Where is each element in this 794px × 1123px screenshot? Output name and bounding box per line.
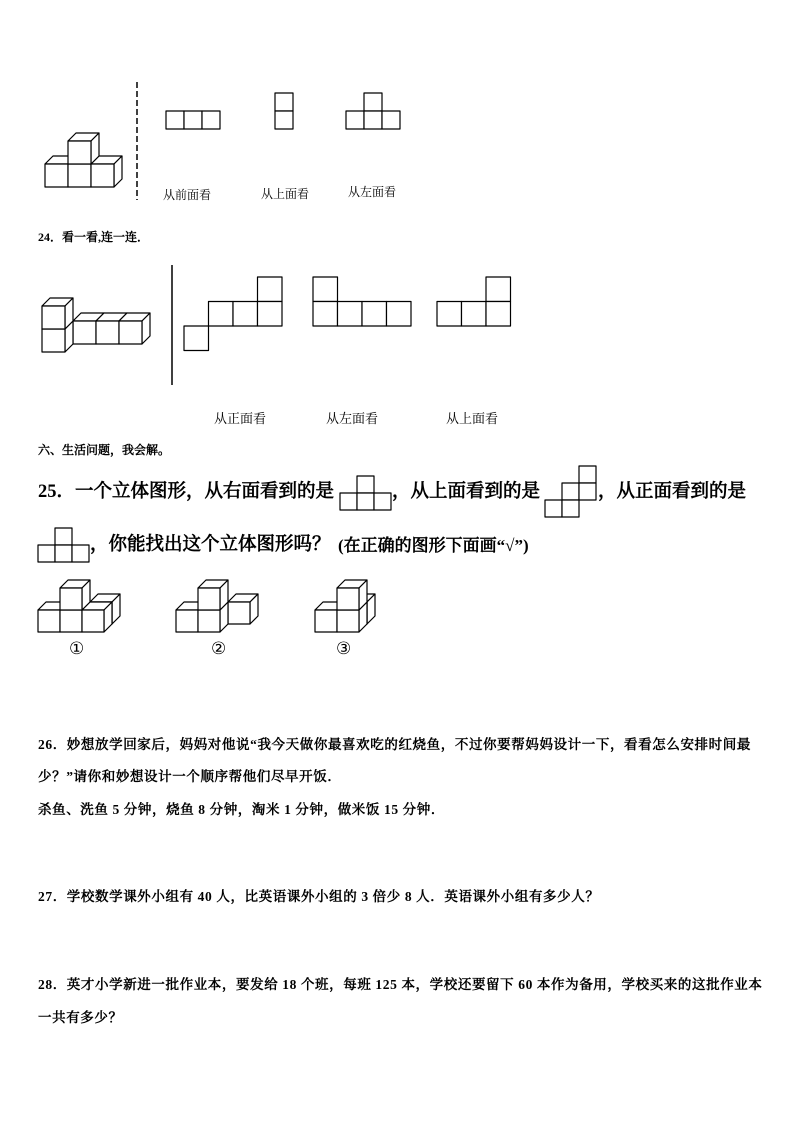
q24-solid-figure (42, 298, 150, 352)
cube-front-face (315, 610, 337, 632)
q23-front-view (166, 111, 220, 129)
view-square (579, 466, 596, 483)
q28-line-1: 28．英才小学新进一批作业本，要发给 18 个班，每班 125 本，学校还要留下 60 本作为备用，学校买来的这批作业本 (38, 977, 763, 992)
view-square (202, 111, 220, 129)
view-square (209, 302, 234, 327)
q23-left-view-label: 从左面看 (348, 185, 397, 199)
q24-title: 24．看一看,连一连． (38, 230, 150, 244)
q25-option-1-label: ① (69, 639, 85, 658)
q25-right-view (340, 476, 391, 510)
q24-top-view-label: 从上面看 (446, 411, 499, 426)
cube-front-face (73, 321, 96, 344)
q25-option-2-label: ② (211, 639, 227, 658)
view-square (545, 500, 562, 517)
q23-top-view (275, 93, 293, 129)
view-square (184, 326, 209, 351)
cube-front-face (91, 164, 114, 187)
cube-front-face (60, 588, 82, 610)
cube-front-face (42, 329, 65, 352)
view-square (486, 277, 511, 302)
q25-top-view (545, 466, 596, 517)
q28-line-2: 一共有多少？ (38, 1010, 123, 1025)
cube (337, 580, 367, 610)
view-square (364, 111, 382, 129)
view-square (338, 302, 363, 327)
view-square (55, 528, 72, 545)
q24-view-b (313, 277, 411, 326)
cube-front-face (176, 610, 198, 632)
cube-front-face (337, 610, 359, 632)
q23-front-view-label: 从前面看 (163, 188, 212, 202)
cube (119, 313, 150, 344)
view-square (275, 111, 293, 129)
cube-front-face (68, 164, 91, 187)
q26-line-1: 26．妙想放学回家后，妈妈对他说“我今天做你最喜欢吃的红烧鱼，不过你要帮妈妈设计一下，看看怎么安排时间最 (38, 737, 751, 752)
cube (198, 580, 228, 610)
view-square (437, 302, 462, 327)
cube-front-face (228, 602, 250, 624)
cube-front-face (119, 321, 142, 344)
q23-left-view (346, 93, 400, 129)
view-square (362, 302, 387, 327)
view-square (562, 500, 579, 517)
view-square (346, 111, 364, 129)
view-square (486, 302, 511, 327)
q25-option-1-solid (38, 580, 120, 632)
view-square (184, 111, 202, 129)
q24-left-view-label: 从左面看 (326, 411, 379, 426)
view-square (55, 545, 72, 562)
cube-front-face (198, 588, 220, 610)
view-square (313, 277, 338, 302)
q25-text-2: ，从上面看到的是 (392, 482, 541, 502)
q25-option-2-solid (176, 580, 258, 632)
view-square (258, 302, 283, 327)
view-square (364, 93, 382, 111)
view-square (462, 302, 487, 327)
view-square (313, 302, 338, 327)
q25-text-3: ，从正面看到的是 (598, 482, 747, 502)
q25-text-1: 25．一个立体图形，从右面看到的是 (38, 482, 335, 502)
view-square (357, 493, 374, 510)
section-6-title: 六、生活问题，我会解。 (38, 443, 171, 457)
cube-front-face (42, 306, 65, 329)
cube-front-face (38, 610, 60, 632)
cube (228, 594, 258, 624)
cube-front-face (45, 164, 68, 187)
view-square (275, 93, 293, 111)
q25-front-view (38, 528, 89, 562)
cube-front-face (82, 610, 104, 632)
cube-front-face (198, 610, 220, 632)
view-square (72, 545, 89, 562)
q24-view-c (437, 277, 511, 326)
view-square (374, 493, 391, 510)
view-square (382, 111, 400, 129)
cube (82, 602, 112, 632)
q24-front-view-label: 从正面看 (214, 411, 267, 426)
cube (60, 580, 90, 610)
view-square (579, 483, 596, 500)
q25-text-4: ，你能找出这个立体图形吗？ (90, 535, 331, 555)
cube (42, 298, 73, 329)
view-square (387, 302, 412, 327)
q25-instruction: (在正确的图形下面画“√”) (338, 536, 529, 555)
view-square (357, 476, 374, 493)
q25-option-3-label: ③ (336, 639, 352, 658)
q25-option-3-solid (315, 580, 375, 632)
q23-solid-figure (45, 133, 122, 187)
cube (68, 133, 99, 164)
cube-front-face (68, 141, 91, 164)
view-square (258, 277, 283, 302)
view-square (233, 302, 258, 327)
view-square (38, 545, 55, 562)
cube-front-face (96, 321, 119, 344)
q24-view-a (184, 277, 282, 351)
cube-front-face (337, 588, 359, 610)
view-square (166, 111, 184, 129)
q23-top-view-label: 从上面看 (261, 187, 310, 201)
cube-front-face (60, 610, 82, 632)
q27-line-1: 27．学校数学课外小组有 40 人，比英语课外小组的 3 倍少 8 人．英语课外小组有多少人？ (38, 889, 600, 904)
view-square (562, 483, 579, 500)
q26-line-3: 杀鱼、洗鱼 5 分钟，烧鱼 8 分钟，淘米 1 分钟，做米饭 15 分钟． (38, 802, 445, 817)
view-square (340, 493, 357, 510)
cube (91, 156, 122, 187)
q26-line-2: 少？”请你和妙想设计一个顺序帮他们尽早开饭． (38, 769, 342, 784)
